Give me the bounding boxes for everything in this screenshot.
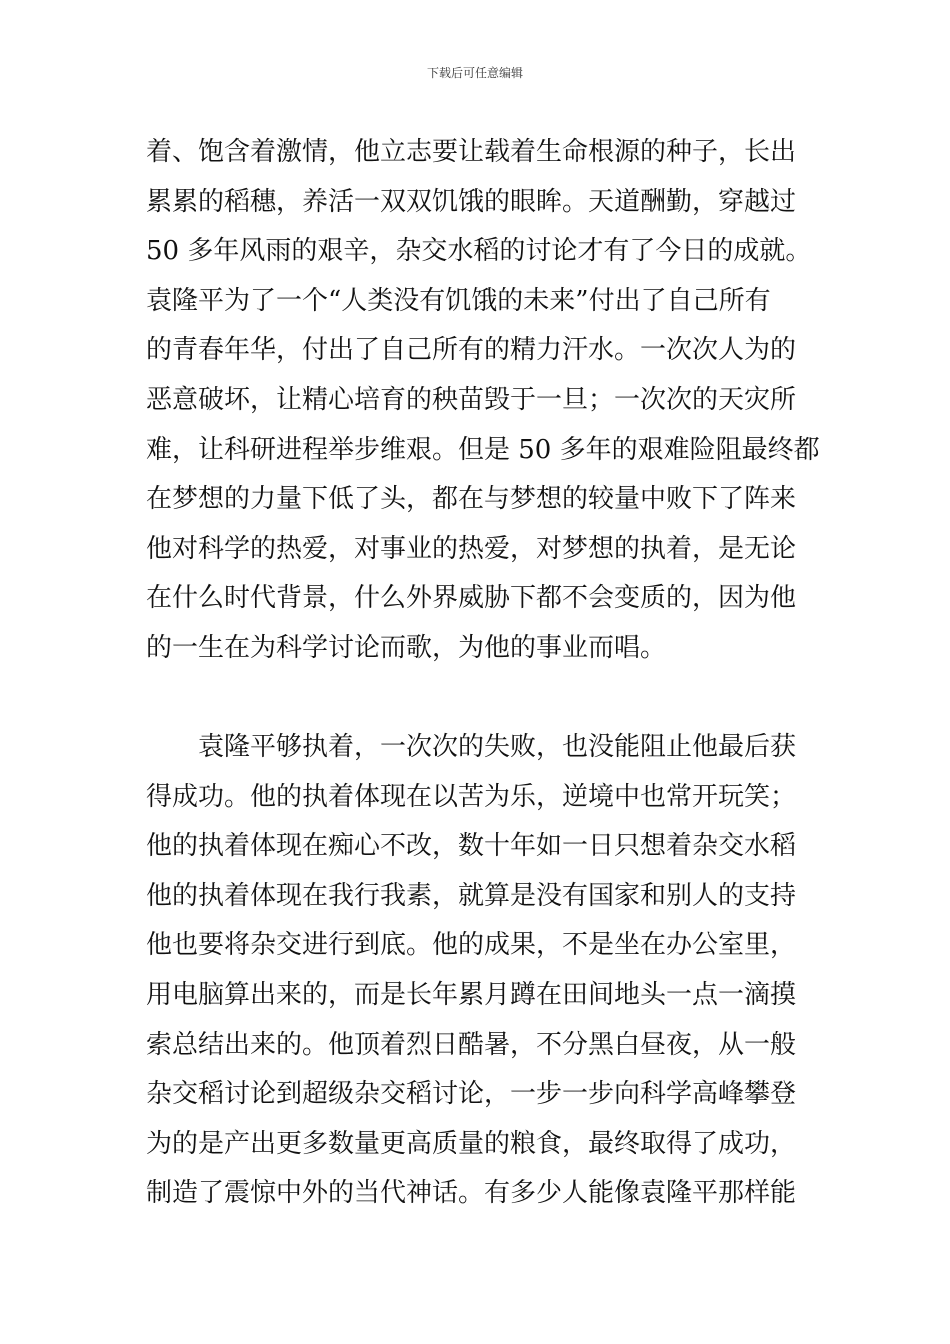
paragraph-line: 他对科学的热爱，对事业的热爱，对梦想的执着，是无论 xyxy=(146,533,797,564)
paragraph-line: 用电脑算出来的，而是长年累月蹲在田间地头一点一滴摸 xyxy=(146,979,797,1010)
paragraph-line: 50 多年风雨的艰辛，杂交水稻的讨论才有了今日的成就。 xyxy=(146,236,812,267)
paragraph-line: 他也要将杂交进行到底。他的成果，不是坐在办公室里， xyxy=(146,930,797,961)
paragraph-line: 他的执着体现在痴心不改，数十年如一日只想着杂交水稻 xyxy=(146,831,797,862)
paragraph-line: 累累的稻穗，养活一双双饥饿的眼眸。天道酬勤，穿越过 xyxy=(146,186,797,217)
paragraph-line: 他的执着体现在我行我素，就算是没有国家和别人的支持 xyxy=(146,880,797,911)
paragraph-line: 的青春年华，付出了自己所有的精力汗水。一次次人为的 xyxy=(146,335,797,366)
paragraph-line: 难，让科研进程举步维艰。但是 50 多年的艰难险阻最终都 xyxy=(146,434,820,465)
paragraph-line: 袁隆平够执着，一次次的失败，也没能阻止他最后获 xyxy=(146,732,797,762)
paragraph-line: 为的是产出更多数量更高质量的粮食，最终取得了成功， xyxy=(146,1128,797,1159)
paragraph-line: 在梦想的力量下低了头，都在与梦想的较量中败下了阵来 xyxy=(146,484,797,515)
page-header: 下载后可任意编辑 xyxy=(426,66,523,80)
paragraph-line: 杂交稻讨论到超级杂交稻讨论，一步一步向科学高峰攀登 xyxy=(146,1079,797,1110)
paragraph-line: 恶意破坏，让精心培育的秧苗毁于一旦；一次次的天灾所 xyxy=(146,384,797,415)
paragraph-line: 在什么时代背景，什么外界威胁下都不会变质的，因为他 xyxy=(146,583,797,614)
paragraph-line: 制造了震惊中外的当代神话。有多少人能像袁隆平那样能 xyxy=(146,1178,797,1209)
body-paragraph xyxy=(146,723,826,1219)
paragraph-line: 索总结出来的。他顶着烈日酷暑，不分黑白昼夜，从一般 xyxy=(146,1029,797,1060)
body-paragraph xyxy=(146,128,826,674)
paragraph-line: 着、饱含着激情，他立志要让载着生命根源的种子，长出 xyxy=(146,137,797,167)
paragraph-line: 的一生在为科学讨论而歌，为他的事业而唱。 xyxy=(146,632,667,663)
paragraph-line: 得成功。他的执着体现在以苦为乐，逆境中也常开玩笑； xyxy=(146,781,797,812)
paragraph-line: 袁隆平为了一个“人类没有饥饿的未来”付出了自己所有 xyxy=(146,285,771,316)
